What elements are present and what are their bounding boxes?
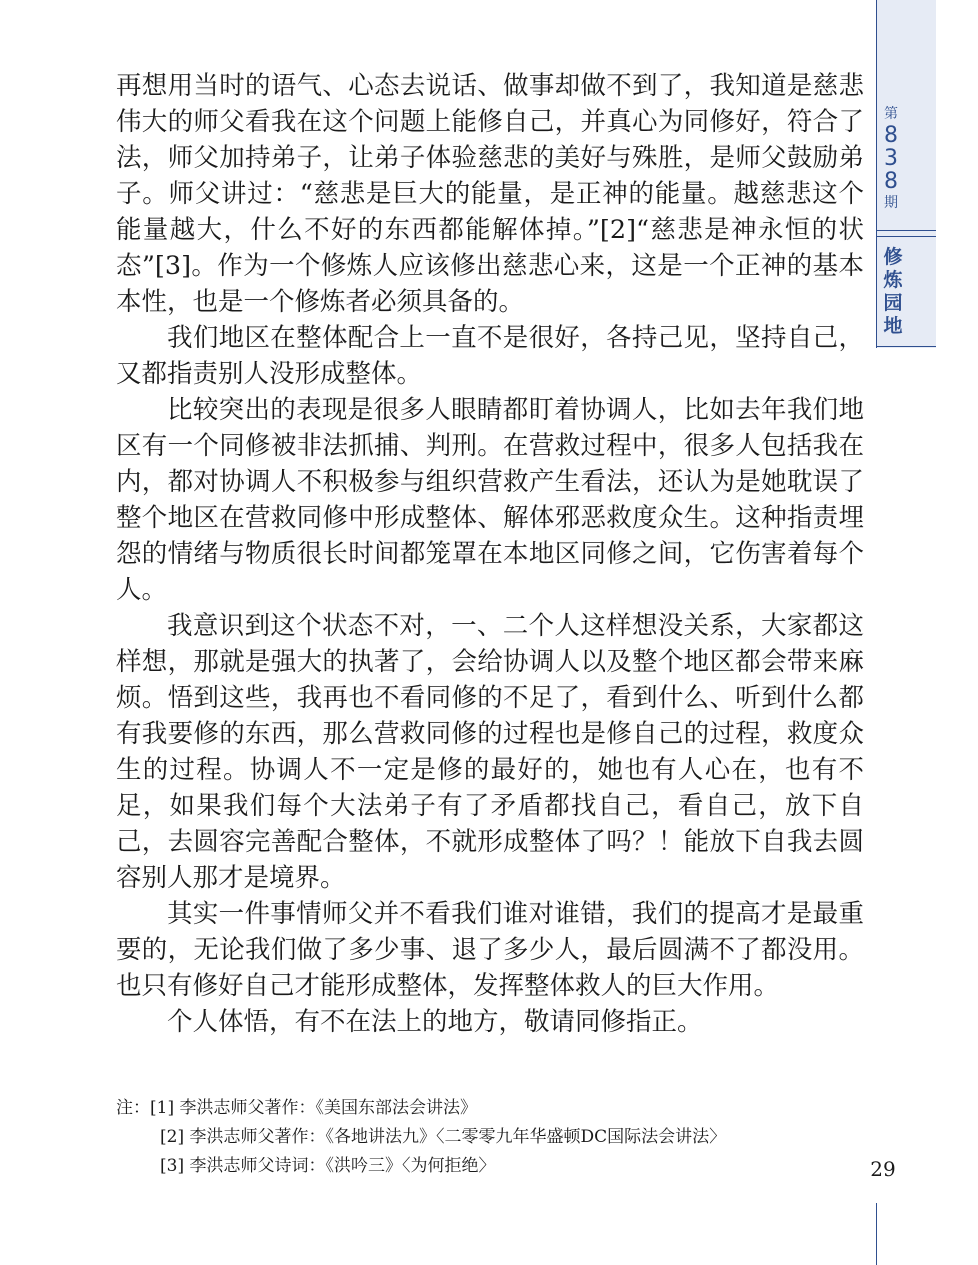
issue-suffix: 期 — [884, 195, 898, 211]
sidebar-divider — [876, 346, 936, 347]
paragraph: 其实一件事情师父并不看我们谁对谁错，我们的提高才是最重要的，无论我们做了多少事、退了多少人，最后圆满不了都没用。也只有修好自己才能形成整体，发挥整体救人的巨大作用。 — [116, 899, 864, 1001]
section-char: 炼 — [883, 269, 903, 291]
issue-digit: 3 — [884, 146, 898, 171]
footnote-text: [1] 李洪志师父著作：《美国东部法会讲法》 — [150, 1098, 477, 1118]
footnote-text: [3] 李洪志师父诗词：《洪吟三》〈为何拒绝〉 — [160, 1156, 496, 1176]
paragraph: 比较突出的表现是很多人眼睛都盯着协调人，比如去年我们地区有一个同修被非法抓捕、判刑。在营救过程中，很多人包括我在内，都对协调人不积极参与组织营救产生看法，还认为是她耽误了整个地区在营救同修中形成整体、解体邪恶救度众生。这种指责埋怨的情绪与物质很长时间都笼罩在本地区同修之间，它伤害着每个人。 — [116, 395, 864, 605]
paragraph: 再想用当时的语气、心态去说话、做事却做不到了，我知道是慈悲伟大的师父看我在这个问题上能修自己，并真心为同修好，符合了法，师父加持弟子，让弟子体验慈悲的美好与殊胜，是师父鼓励弟子。师父讲过：“慈悲是巨大的能量，是正神的能量。越慈悲这个能量越大，什么不好的东西都能解体掉。”[2]“慈悲是神永恒的状态”[3]。作为一个修炼人应该修出慈悲心来，这是一个正神的基本本性，也是一个修炼者必须具备的。 — [116, 71, 864, 317]
footnote — [116, 1152, 866, 1181]
footnotes — [116, 1094, 866, 1181]
paragraph: 我意识到这个状态不对，一、二个人这样想没关系，大家都这样想，那就是强大的执著了，会给协调人以及整个地区都会带来麻烦。悟到这些，我再也不看同修的不足了，看到什么、听到什么都有我要修的东西，那么营救同修的过程也是修自己的过程，救度众生的过程。协调人不一定是修的最好的，她也有人心在，也有不足，如果我们每个大法弟子有了矛盾都找自己，看自己，放下自己，去圆容完善配合整体，不就形成整体了吗？！能放下自我去圆容别人那才是境界。 — [116, 611, 864, 893]
issue-digit: 8 — [884, 123, 898, 148]
section-char: 地 — [883, 315, 903, 337]
section-char: 园 — [883, 292, 903, 314]
footnote-text: [2] 李洪志师父著作：《各地讲法九》〈二零零九年华盛顿DC国际法会讲法〉 — [160, 1127, 727, 1147]
footnote — [116, 1094, 866, 1123]
issue-number — [876, 104, 906, 213]
issue-digit: 8 — [884, 169, 898, 194]
sidebar-rule-bottom — [876, 1203, 877, 1265]
footnote — [116, 1123, 866, 1152]
section-char: 修 — [883, 246, 903, 268]
footnote-prefix: 注： — [116, 1098, 150, 1118]
sidebar-divider — [876, 230, 936, 231]
article-body — [116, 68, 864, 1040]
section-title — [876, 246, 910, 338]
paragraph: 我们地区在整体配合上一直不是很好，各持己见，坚持自己，又都指责别人没形成整体。 — [116, 323, 864, 389]
page-number: 29 — [870, 1157, 896, 1181]
sidebar-divider — [876, 236, 936, 237]
paragraph: 个人体悟，有不在法上的地方，敬请同修指正。 — [167, 1007, 703, 1037]
issue-prefix: 第 — [884, 106, 898, 122]
